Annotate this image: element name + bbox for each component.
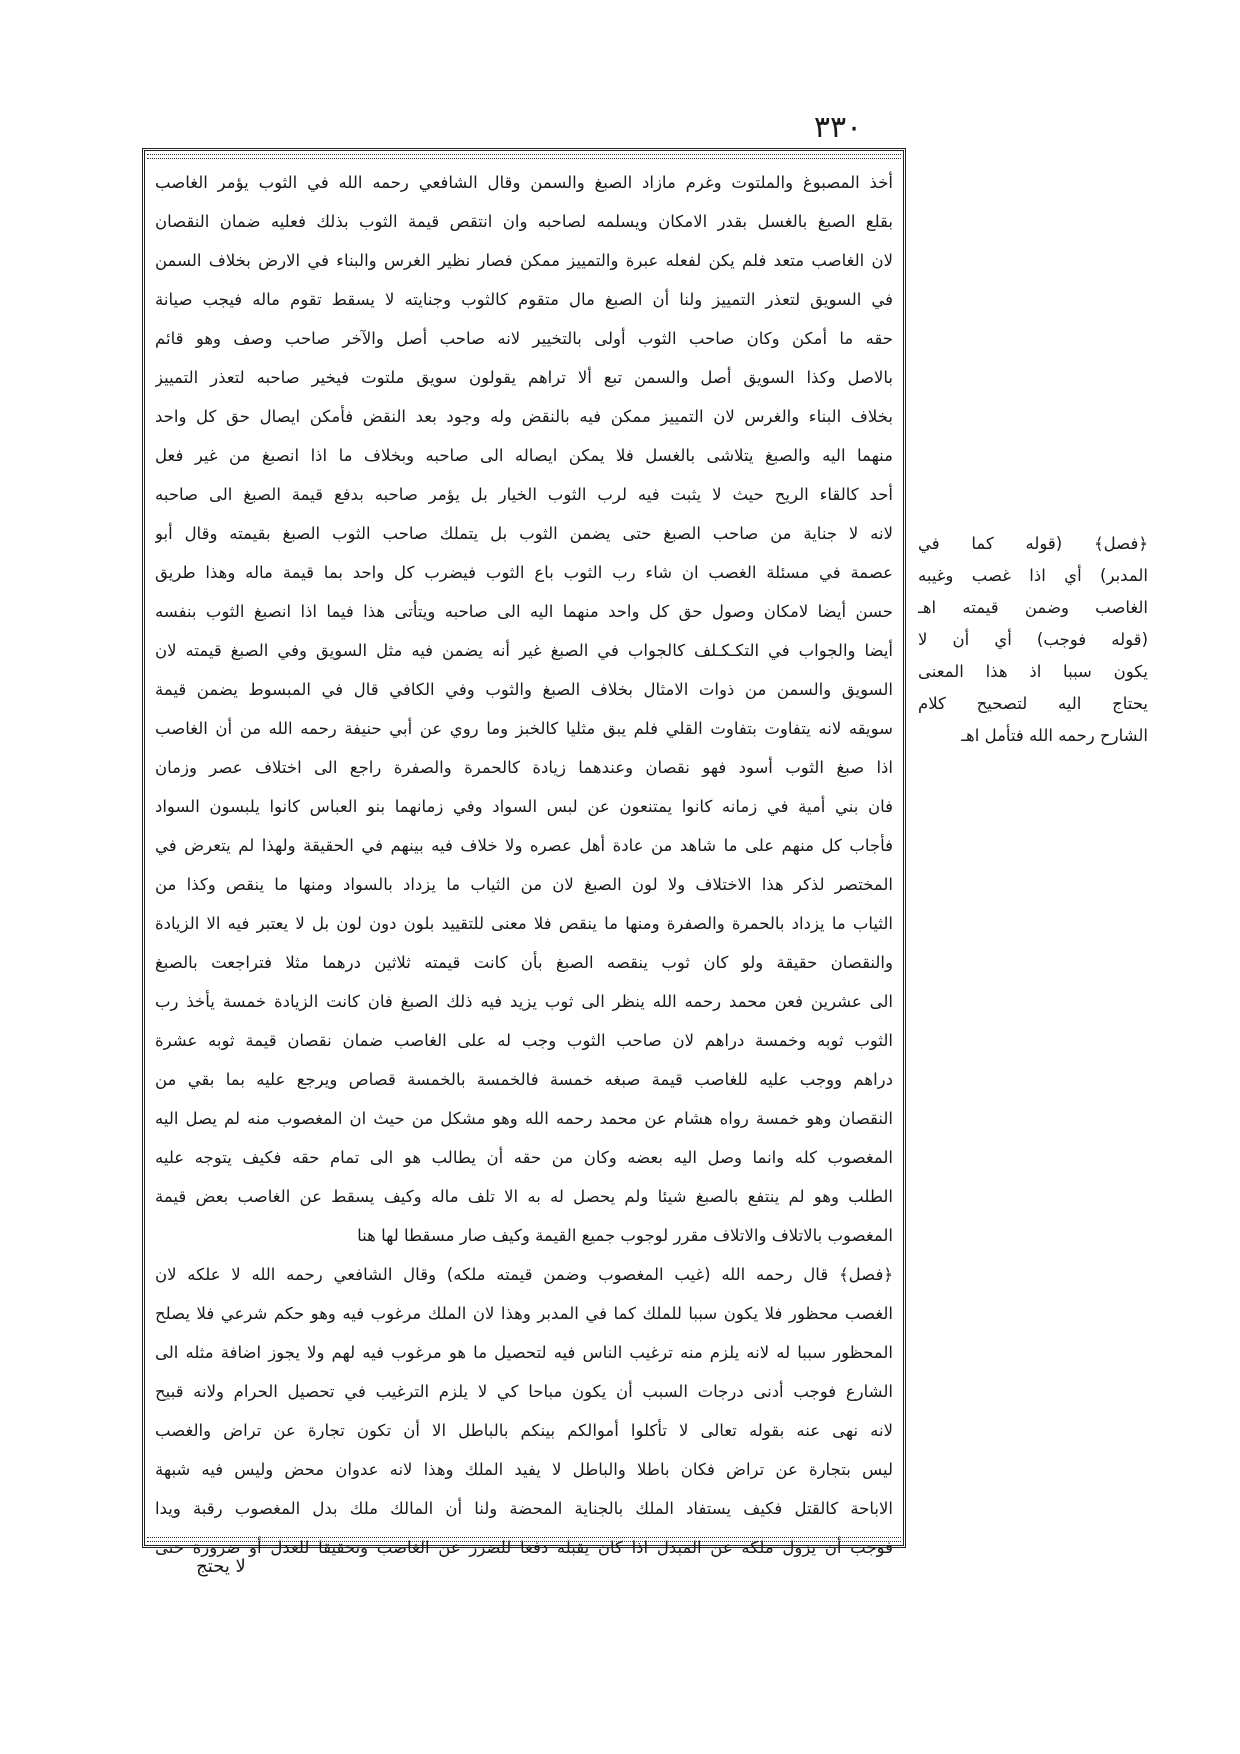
catchword: لا يحتج (196, 1556, 246, 1577)
text-line: النقصان وهو خمسة رواه هشام عن محمد رحمه الله وهو مشكل من حيث ان المغصوب منه لم يصل اليه (155, 1109, 893, 1128)
text-line: فأجاب كل منهم على ما شاهد من عادة أهل عصره ولا خلاف فيه بينهم في الحقيقة ولهذا لم يتعرض في (155, 836, 893, 855)
text-line: المغصوب كله وانما وصل اليه بعضه وكان من حقه أن يطالب هو الى تمام حقه فكيف يتوجه عليه (155, 1148, 893, 1167)
gloss-line: الغاصب وضمن قيمته اهـ (918, 598, 1148, 617)
text-line: ﴿فصل﴾ قال رحمه الله (غيب المغصوب وضمن قيمته ملكه) وقال الشافعي رحمه الله لا علكه لان (155, 1265, 893, 1284)
text-line: لانه لا جناية من صاحب الصبغ حتى يضمن الثوب بل يتملك صاحب الثوب الصبغ بقيمته وقال أبو (155, 524, 893, 543)
text-line: في السويق لتعذر التمييز ولنا أن الصبغ مال متقوم كالثوب وجنايته لا يسقط تقوم ماله فيجب صيانة (155, 290, 893, 309)
gloss-line: المدبر) أي اذا غصب وغيبه (918, 566, 1148, 585)
page-number: ۳۳۰ (813, 110, 863, 145)
text-line: الطلب وهو لم ينتفع بالصبغ شيئا ولم يحصل له به الا تلف ماله وكيف يسقط عن الغاصب بعض قيمة (155, 1187, 893, 1206)
gloss-line: يكون سببا اذ هذا المعنى (918, 662, 1148, 681)
text-line: أحد كالقاء الريح حيث لا يثبت فيه لرب الثوب الخيار بل يؤمر صاحبه بدفع قيمة الصبغ الى صاحبه (155, 485, 893, 504)
text-line: فوجب أن يزول ملكه عن المبدل اذا كان يقبله دفعا للضرر عن الغاصب وتحقيقا للعدل أو ضرورة حتى (155, 1538, 893, 1557)
text-line: الشارع فوجب أدنى درجات السبب أن يكون مباحا كي لا يلزم الترغيب في تحصيل الحرام ولانه قبيح (155, 1382, 893, 1401)
main-text-body (155, 163, 893, 1557)
main-text-frame (142, 148, 906, 1557)
text-line: حقه ما أمكن وكان صاحب الثوب أولى بالتخيير لانه صاحب أصل والآخر صاحب وصف وهو قائم (155, 329, 893, 348)
text-line: دراهم ووجب عليه للغاصب قيمة صبغه خمسة فالخمسة بالخمسة قصاص ويرجع عليه بما بقي من (155, 1070, 893, 1089)
text-line: الثياب ما يزداد بالحمرة والصفرة ومنها ما ينقص فلا معنى للتقييد بلون دون لون بل لا يعتبر فيه الا الزيادة (155, 914, 893, 933)
text-line: بالاصل وكذا السويق أصل والسمن تبع ألا تراهم يقولون سويق ملتوت فيخير صاحبه لتعذر التمييز (155, 368, 893, 387)
margin-gloss (918, 528, 1148, 752)
gloss-line: الشارح رحمه الله فتأمل اهـ (961, 726, 1148, 745)
text-line: المختصر لذكر هذا الاختلاف ولا لون الصبغ لان من الثياب ما يزداد بالسواد ومنها ما ينقص وكذا من (155, 875, 893, 894)
text-line: بقلع الصبغ بالغسل بقدر الامكان ويسلمه لصاحبه وان انتقص قيمة الثوب بذلك فعليه ضمان النقصان (155, 212, 893, 231)
gloss-line: يحتاج اليه لتصحيح كلام (918, 694, 1148, 713)
text-line: الغصب محظور فلا يكون سببا للملك كما في المدبر وهذا لان الملك مرغوب فيه وهو حكم شرعي فلا يصلح (155, 1304, 893, 1323)
text-line: بخلاف البناء والغرس لان التمييز ممكن فيه بالنقض وله وجود بعد النقض فأمكن ايصال حق كل واحد (155, 407, 893, 426)
text-line: والنقصان حقيقة ولو كان ثوب ينقصه الصبغ بأن كانت قيمته ثلاثين درهما مثلا فتراجعت بالصبغ (155, 953, 893, 972)
text-line: اذا صبغ الثوب أسود فهو نقصان وعندهما زيادة كالحمرة والصفرة راجع الى اختلاف عصر وزمان (155, 758, 893, 777)
text-line: حسن أيضا لامكان وصول حق كل واحد منهما اليه الى صاحبه ويتأتى هذا فيما اذا انصبغ الثوب بنفسه (155, 602, 893, 621)
text-line: لان الغاصب متعد فلم يكن لفعله عبرة والتمييز ممكن فصار نظير الغرس والبناء في الارض بخلاف السمن (155, 251, 893, 270)
gloss-line: ﴿فصل﴾ (قوله كما في (918, 534, 1148, 553)
text-line: عصمة في مسئلة الغصب ان شاء رب الثوب باع الثوب فيضرب كل واحد بما قيمة ماله وهذا طريق (155, 563, 893, 582)
text-line: سويقه لانه يتفاوت بتفاوت القلي فلم يبق مثليا كالخبز وما روي عن أبي حنيفة رحمه الله من أن الغاصب (155, 719, 893, 738)
text-line: المغصوب بالاتلاف والاتلاف مقرر لوجوب جميع القيمة وكيف صار مسقطا لها هنا (357, 1226, 893, 1245)
text-line: الاباحة كالقتل فكيف يستفاد الملك بالجناية المحضة ولنا أن المالك ملك بدل المغصوب رقبة ويدا (155, 1499, 893, 1518)
text-line: أخذ المصبوغ والملتوت وغرم مازاد الصبغ والسمن وقال الشافعي رحمه الله في الثوب يؤمر الغاصب (155, 173, 893, 192)
text-line: فان بني أمية في زمانه كانوا يمتنعون عن لبس السواد وفي زمانهما بنو العباس كانوا يلبسون السواد (155, 797, 893, 816)
gloss-line: (قوله فوجب) أي أن لا (918, 630, 1148, 649)
text-line: ليس بتجارة عن تراض فكان باطلا والباطل لا يفيد الملك وهذا لانه عدوان محض وليس فيه شبهة (155, 1460, 893, 1479)
text-line: المحظور سببا له لانه يلزم منه ترغيب الناس فيه لتحصيل ما هو مرغوب فيه لهم ولا يجوز اضافة مثله الى (155, 1343, 893, 1362)
text-line: السويق والسمن من ذوات الامثال بخلاف الصبغ والثوب وفي الكافي قال في المبسوط يضمن قيمة (155, 680, 893, 699)
text-line: أيضا والجواب في التكـكـلف كالجواب في الصبغ غير أنه يضمن فيه مثل السويق وفي الصبغ قيمته لان (155, 641, 893, 660)
text-line: لانه نهى عنه بقوله تعالى لا تأكلوا أموالكم بينكم بالباطل الا أن تكون تجارة عن تراض والغصب (155, 1421, 893, 1440)
text-line: الى عشرين فعن محمد رحمه الله ينظر الى ثوب يزيد فيه ذلك الصبغ فان كانت الزيادة خمسة يأخذ رب (155, 992, 893, 1011)
text-line: منهما اليه والصبغ يتلاشى بالغسل فلا يمكن ايصاله الى صاحبه وبخلاف ما اذا انصبغ من غير فعل (155, 446, 893, 465)
text-line: الثوب ثوبه وخمسة دراهم لان صاحب الثوب وجب له على الغاصب ضمان نقصان قيمة ثوبه عشرة (155, 1031, 893, 1050)
